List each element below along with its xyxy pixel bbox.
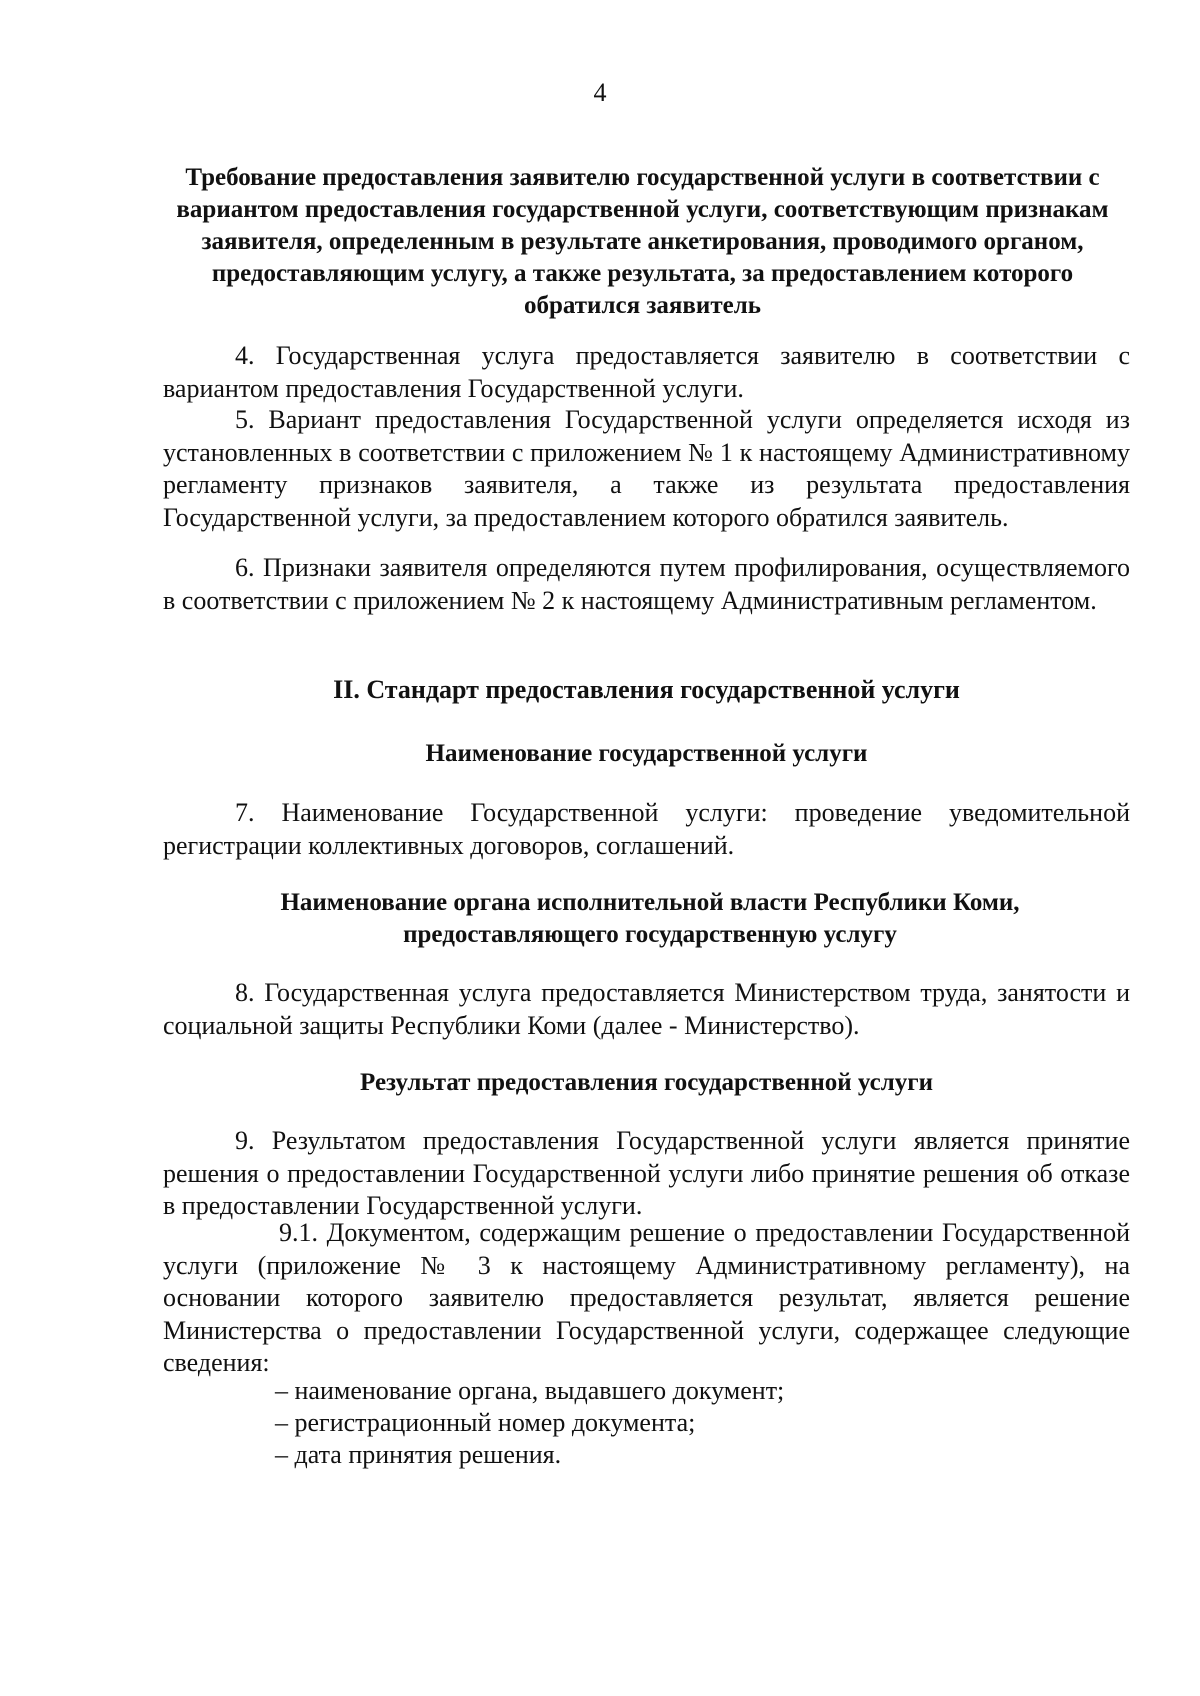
list-item-decision-date: – дата принятия решения. <box>275 1440 562 1469</box>
paragraph-6: 6. Признаки заявителя определяются путем профилирования, осуществляемого в соответствии с приложением № 2 к настоящему Административным регламентом. <box>163 553 1130 615</box>
heading-result: Результат предоставления государственной услуги <box>360 1069 933 1096</box>
section-title: II. Стандарт предоставления государственной услуги <box>333 675 960 704</box>
paragraph-5: 5. Вариант предоставления Государственной услуги определяется исходя из установленных в соответствии с приложением № 1 к настоящему Административному регламенту признаков заявителя, а также из результата предоставления Государственной услуги, за предоставлением которого обратился заявитель. <box>163 405 1130 532</box>
list-item-registration-number: – регистрационный номер документа; <box>275 1408 696 1437</box>
heading-authority: Наименование органа исполнительной власти Республики Коми, предоставляющего государственную услугу <box>280 889 1020 948</box>
heading-requirement: Требование предоставления заявителю государственной услуги в соответствии с вариантом предоставления государственной услуги, соответствующим признакам заявителя, определенным в результате анкетирования, проводимого органом, предоставляющим услугу, а также результата, за предоставлением которого обратился заявитель <box>176 164 1109 319</box>
paragraph-9: 9. Результатом предоставления Государственной услуги является принятие решения о предоставлении Государственной услуги либо принятие решения об отказе в предоставлении Государственной услуги. <box>163 1126 1130 1220</box>
page-number: 4 <box>593 78 607 107</box>
paragraph-9-1: 9.1. Документом, содержащим решение о предоставлении Государственной услуги (приложение № 3 к настоящему Административному регламенту), на основании которого заявителю предоставляется результат, является решение Министерства о предоставлении Государственной услуги, содержащее следующие сведения: <box>163 1218 1130 1377</box>
paragraph-8: 8. Государственная услуга предоставляется Министерством труда, занятости и социальной защиты Республики Коми (далее - Министерство). <box>163 978 1130 1040</box>
paragraph-4: 4. Государственная услуга предоставляется заявителю в соответствии с вариантом предоставления Государственной услуги. <box>163 341 1130 403</box>
heading-service-name: Наименование государственной услуги <box>425 740 868 767</box>
list-item-issuer: – наименование органа, выдавшего документ; <box>275 1376 785 1405</box>
paragraph-7: 7. Наименование Государственной услуги: проведение уведомительной регистрации коллективных договоров, соглашений. <box>163 798 1130 860</box>
